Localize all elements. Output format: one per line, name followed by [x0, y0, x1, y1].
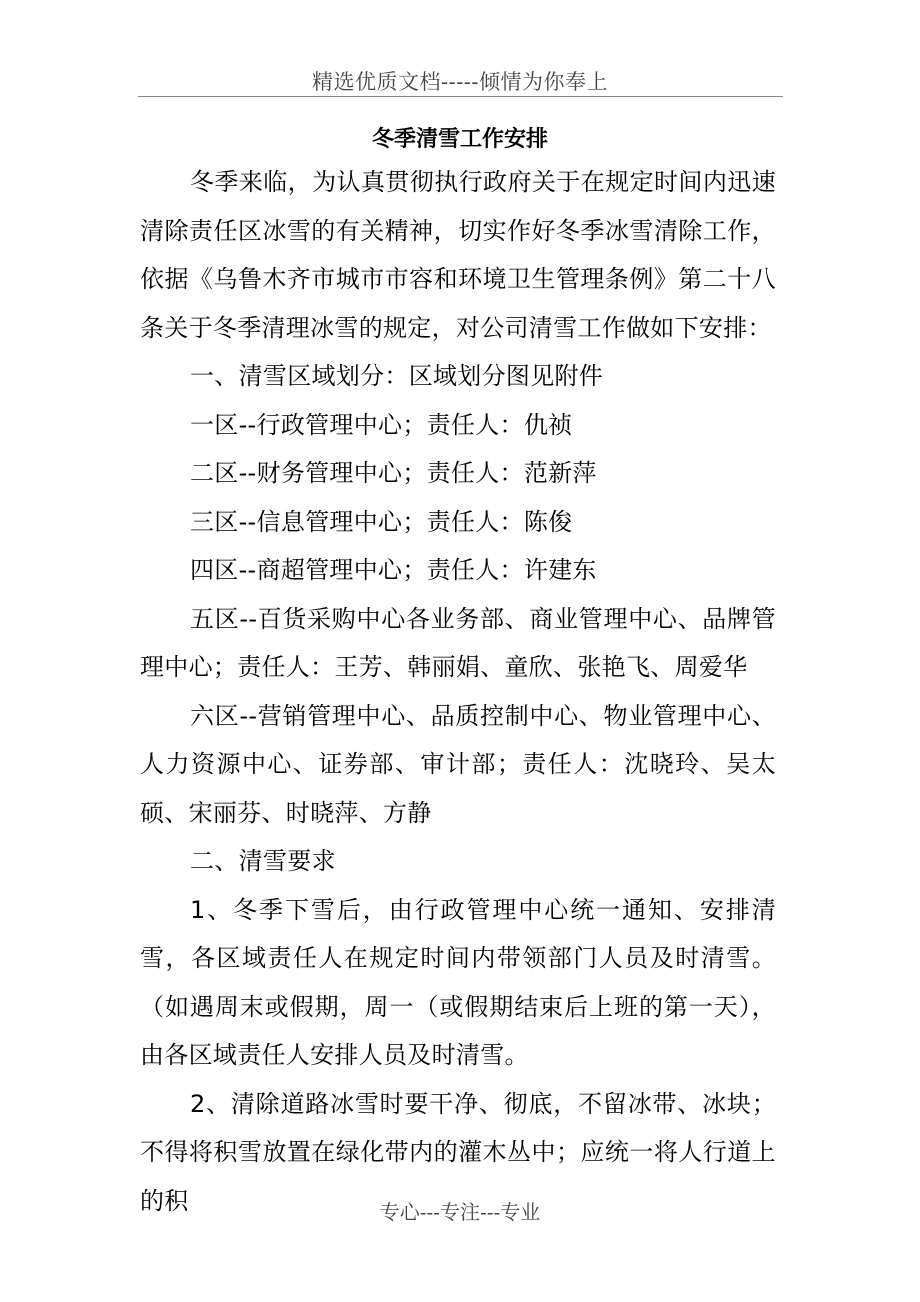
document-title: 冬季清雪工作安排: [371, 127, 548, 152]
paragraph-zone-5: 五区--百货采购中心各业务部、商业管理中心、品牌管理中心；责任人：王芳、韩丽娟、童欣、张艳飞、周爱华: [140, 604, 776, 681]
page-footer: 专心---专注---专业: [379, 1200, 541, 1224]
paragraph-section-1-heading: 一、清雪区域划分：区域划分图见附件: [190, 362, 604, 390]
paragraph-zone-6: 六区--营销管理中心、品质控制中心、物业管理中心、人力资源中心、证券部、审计部；责任人：沈晓玲、吴太硕、宋丽芬、时晓萍、方静: [140, 701, 776, 827]
paragraph-requirement-2: 2、清除道路冰雪时要干净、彻底，不留冰带、冰块；不得将积雪放置在绿化带内的灌木丛中；应统一将人行道上的积: [140, 1089, 776, 1215]
paragraph-zone-1: 一区--行政管理中心；责任人：仇祯: [190, 410, 573, 439]
paragraph-zone-3: 三区--信息管理中心；责任人：陈俊: [190, 507, 573, 536]
paragraph-intro: 冬季来临，为认真贯彻执行政府关于在规定时间内迅速清除责任区冰雪的有关精神，切实作好冬季冰雪清除工作，依据《乌鲁木齐市城市市容和环境卫生管理条例》第二十八条关于冬季清理冰雪的规定，对公司清雪工作做如下安排：: [140, 168, 776, 342]
header-divider: [138, 96, 783, 97]
page-header: 精选优质文档-----倾情为你奉上: [312, 70, 608, 94]
paragraph-zone-2: 二区--财务管理中心；责任人：范新萍: [190, 459, 597, 487]
paragraph-zone-4: 四区--商超管理中心；责任人：许建东: [190, 556, 597, 584]
document-body: [140, 158, 776, 1225]
paragraph-section-2-heading: 二、清雪要求: [190, 847, 336, 875]
paragraph-requirement-1: 1、冬季下雪后，由行政管理中心统一通知、安排清雪，各区域责任人在规定时间内带领部门人员及时清雪。（如遇周末或假期，周一（或假期结束后上班的第一天），由各区域责任人安排人员及时清雪。: [140, 895, 776, 1069]
